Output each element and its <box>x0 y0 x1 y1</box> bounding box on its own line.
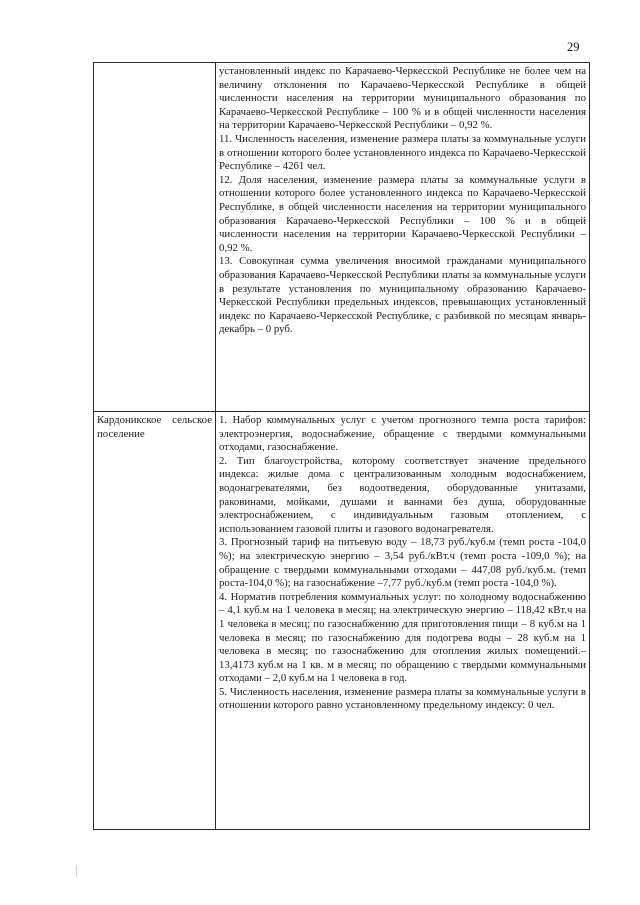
details-cell <box>216 63 590 412</box>
list-item: 2. Тип благоустройства, которому соответствует значение предельного индекса: жилые дома с централизованным холодным водоснабжением, водонагревателями, без водоотведения, оборудованные унитазами, раковинами, мойками, душами и ваннами без душа, оборудованные электроснабжением, с индивидуальным газовым отоплением, с использованием газовой плиты и газового водонагревателя. <box>219 454 586 535</box>
list-item: 11. Численность населения, изменение размера платы за коммунальные услуги в отношении которого более установленного индекса по Карачаево-Черкесской Республике – 4261 чел. <box>219 132 586 173</box>
list-item: установленный индекс по Карачаево-Черкесской Республике не более чем на величину отклонения по Карачаево-Черкесской Республике в общей численности населения на территории муниципального образования по Карачаево-Черкесской Республике – 100 % и в общей численности населения на территории Карачаево-Черкесской Республики – 0,92 %. <box>219 65 586 132</box>
list-item: 5. Численность населения, изменение размера платы за коммунальные услуги в отношении которого равно установленному предельному индексу: 0 чел. <box>219 685 586 712</box>
scan-mark <box>76 865 77 877</box>
page-number: 29 <box>567 40 580 54</box>
table-row <box>94 63 590 412</box>
list-item: 12. Доля населения, изменение размера платы за коммунальные услуги в отношении которого более установленного индекса по Карачаево-Черкесской Республике, в общей численности населения на территории муниципального образования Карачаево-Черкесской Республики – 100 % и в общей численности населения на территории Карачаево-Черкесской Республики – 0,92 %. <box>219 173 586 254</box>
municipal-indices-table <box>93 62 590 830</box>
details-cell <box>216 412 590 830</box>
municipality-cell: Кардоникское сельское поселение <box>94 412 216 830</box>
list-item: 4. Норматив потребления коммунальных услуг: по холодному водоснабжению – 4,1 куб.м на 1 человека в месяц; на электрическую энергию – 118,42 кВт.ч на 1 человека в месяц; по газоснабжению для приготовления пищи – 8 куб.м на 1 человека в месяц; по газоснабжению для подогрева воды – 28 куб.м на 1 человека в месяц; по газоснабжению для отопления жилых помещений.– 13,4173 куб.м на 1 кв. м в месяц; по обращению с твердыми коммунальными отходами – 2,0 куб.м на 1 человека в год. <box>219 590 586 685</box>
list-item: 3. Прогнозный тариф на питьевую воду – 18,73 руб./куб.м (темп роста -104,0 %); на электрическую энергию – 3,54 руб./кВт.ч (темп роста -109,0 %); на обращение с твердыми коммунальными отходами – 447,08 руб./куб.м. (темп роста-104,0 %); на газоснабжение –7,77 руб./куб.м (темп роста -104,0 %). <box>219 536 586 590</box>
list-item: 1. Набор коммунальных услуг с учетом прогнозного темпа роста тарифов: электроэнергия, водоснабжение, обращение с твердыми коммунальными отходами, газоснабжение. <box>219 414 586 454</box>
table-row <box>94 412 590 830</box>
list-item: 13. Совокупная сумма увеличения вносимой гражданами муниципального образования Карачаево-Черкесской Республики платы за коммунальные услуги в результате установления по муниципальному образованию Карачаево-Черкесской Республики предельных индексов, превышающих установленный индекс по Карачаево-Черкесской Республике, с разбивкой по месяцам январь-декабрь – 0 руб. <box>219 255 586 336</box>
municipality-cell <box>94 63 216 412</box>
